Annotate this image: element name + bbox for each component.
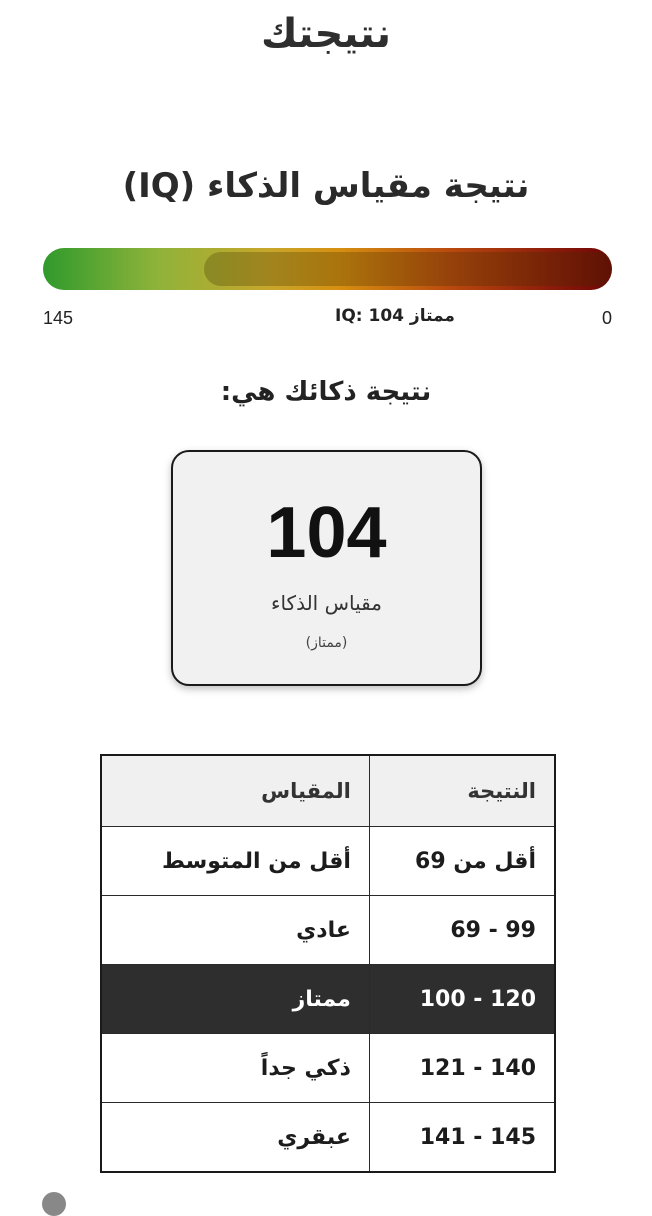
table-cell-scale: عبقري xyxy=(101,1103,369,1173)
table-cell-scale: ذكي جداً xyxy=(101,1034,369,1103)
table-row-highlighted xyxy=(101,965,555,1034)
score-value: 104 xyxy=(266,493,387,573)
result-label: نتيجة ذكائك هي: xyxy=(220,377,432,407)
meter-level-overlay xyxy=(204,252,612,286)
table-cell-scale: عادي xyxy=(101,896,369,965)
iq-gradient-meter xyxy=(43,248,612,290)
table-cell-result: 69 - 99 xyxy=(369,896,555,965)
meter-scale xyxy=(43,306,612,334)
table-row xyxy=(101,827,555,896)
meter-current-label: ممتاز IQ: 104 xyxy=(335,306,455,326)
table-cell-scale: أقل من المتوسط xyxy=(101,827,369,896)
score-card xyxy=(171,450,482,686)
page-title: نتيجتك xyxy=(260,11,392,57)
iq-scale-table xyxy=(100,754,556,1173)
table-cell-result: 121 - 140 xyxy=(369,1034,555,1103)
score-level: (ممتاز) xyxy=(305,635,348,651)
table-row xyxy=(101,1103,555,1173)
table-cell-scale: ممتاز xyxy=(101,965,369,1034)
section-title: نتيجة مقياس الذكاء (IQ) xyxy=(122,166,530,206)
meter-max-label: 145 xyxy=(43,308,74,328)
table-row xyxy=(101,896,555,965)
table-cell-result: 141 - 145 xyxy=(369,1103,555,1173)
table-cell-result: أقل من 69 xyxy=(369,827,555,896)
table-header-result: النتيجة xyxy=(369,755,555,827)
table-header-scale: المقياس xyxy=(101,755,369,827)
score-caption: مقياس الذكاء xyxy=(271,591,382,615)
meter-min-label: 0 xyxy=(601,308,612,328)
table-header-row xyxy=(101,755,555,827)
table-row xyxy=(101,1034,555,1103)
table-cell-result: 100 - 120 xyxy=(369,965,555,1034)
scroll-indicator-dot xyxy=(42,1192,66,1216)
